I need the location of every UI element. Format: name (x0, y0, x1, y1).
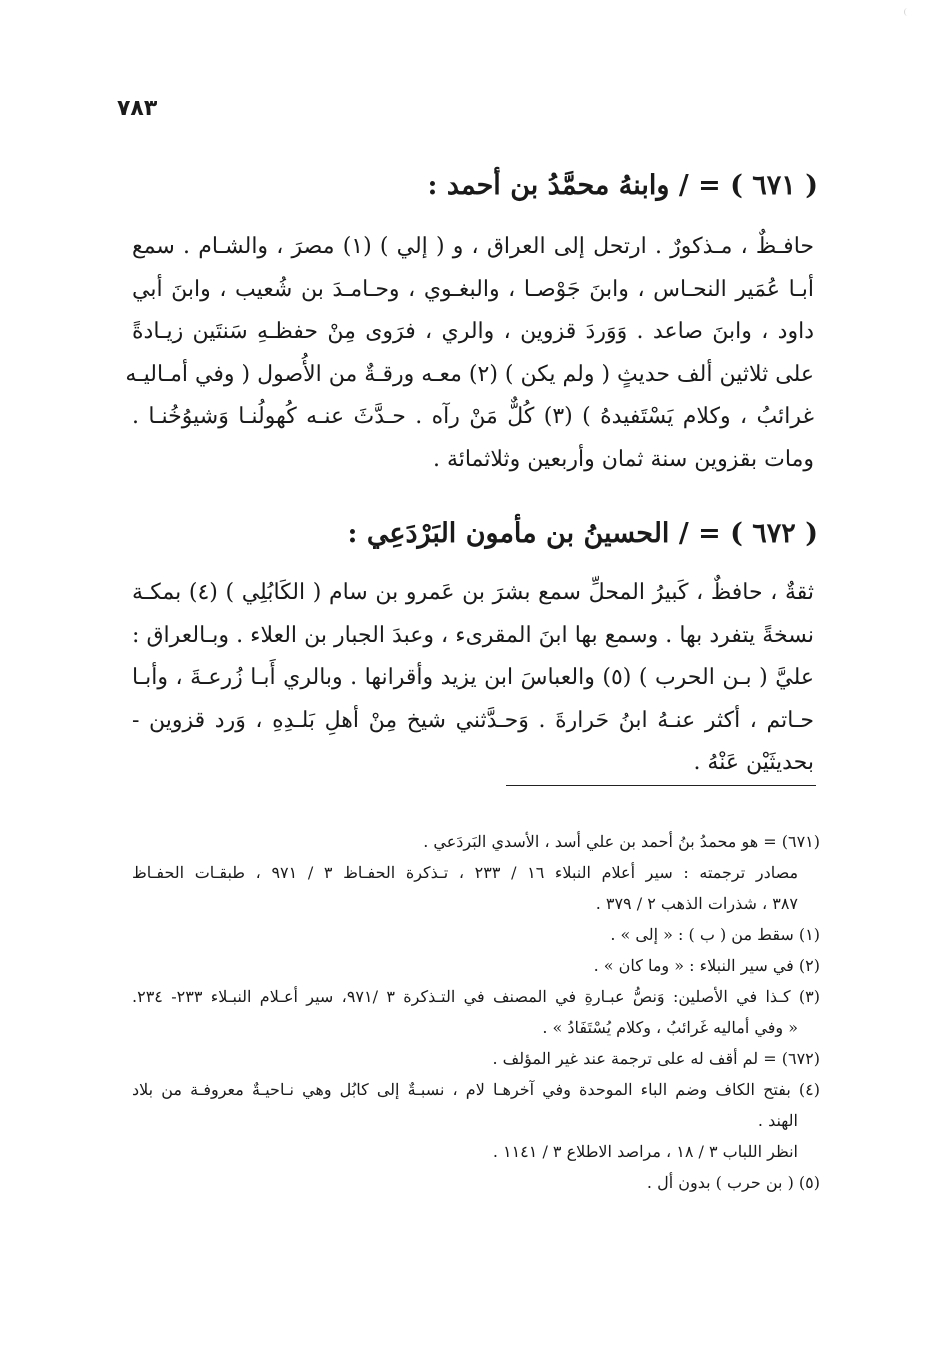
entry-672-line: ثقةٌ ، حافظٌ ، كَبيرُ المحلِّ سمع بشرَ بن عَمرو بن سام ( الكَابُلِي ) (٤) بمكـة (132, 580, 814, 605)
footnote: « وفي أماليه غَرائبُ ، وكلام يُسْتَفَادُ » . (542, 1018, 798, 1037)
footnote: (١) سقط من ( ب ) : « إلى » . (610, 925, 820, 944)
footnotes (132, 826, 820, 1198)
entry-671-line: ومات بقزوين سنة ثمان وأربعين وثلاثمائة . (432, 446, 814, 472)
entry-671-line: على ثلاثين ألف حديثٍ ( ولم يكن ) (٢) معـه ورقـةٌ من الأُصول ( وفي أمـاليـه (125, 361, 814, 387)
footnote: (٦٧١) = هو محمدُ بنُ أحمد بن علي أسد ، الأسدي البَردَعي . (423, 832, 820, 851)
footnote: الهند . (757, 1111, 798, 1130)
entry-672-line: عليَّ ( بـن الحرب ) (٥) والعباسَ ابن يزيد وأقرانها . وبالري أَبـا زُرعـةَ ، وأبـا (132, 665, 814, 690)
footnote: (٤) بفتح الكاف وضم الباء الموحدة وفي آخرهـا لام ، نسبـةٌ إلى كابُل وهي نـاحيـةٌ معروفـة من بلاد (132, 1080, 820, 1099)
entry-672-line: حـاتم ، أكثر عنـهُ ابنُ حَرارةَ . وَحـدَّثني شيخ مِنْ أهلِ بَلـدِهِ ، وَرد قزوين - (132, 707, 814, 733)
footnote: (٢) في سير النبلاء : « وما كان » . (593, 956, 820, 975)
page-number: ٧٨٣ (117, 96, 158, 121)
entry-671-line: غرائبُ ، وكلام يَسْتَفيدهُ ) (٣) كُلٌّ مَنْ رآه . حـدَّثَ عنـه كُهولُنـا وَشيوُخُنـا . (132, 404, 814, 429)
footnote: ٣٨٧ ، شذرات الذهب ٢ / ٣٧٩ . (595, 894, 798, 913)
entry-671-body (125, 226, 814, 481)
entry-671-line: أبـا عُمَير النحـاس ، وابنَ جَوْصـا ، والبغـوي ، وحـامـدَ بن شُعيب ، وابنَ أبي (132, 276, 814, 302)
entry-671-line: حافـظٌ ، مـذكورٌ . ارتحل إلى العراق ، و ( إلي ) (١) مصرَ ، والشـام . سمع (132, 234, 814, 259)
entry-672-line: بحديثَيْن عَنْهُ . (693, 750, 814, 775)
entry-672-heading: ( ٦٧٢ ) = / الحسينُ بن مأمون البَرْدَعِي : (347, 518, 818, 549)
footnote: مصادر ترجمته : سير أعلام النبلاء ١٦ / ٢٣٣ ، تـذكرة الحفـاظ ٣ / ٩٧١ ، طبقـات الحفـاظ (132, 863, 799, 882)
footnote: (٥) ( بن حرب ) بدون أل . (646, 1173, 820, 1192)
footnote: (٣) كـذا في الأصلين: وَنصُّ عبـارةِ في المصنف في التـذكرة ٣ /٩٧١، سير أعـلام النبـلاء ٢٣٣- ٢٣٤. (132, 987, 821, 1006)
entry-672-line: نسخةً يتفرد بها . وسمع بها ابنَ المقرىء ، وعبدَ الجبار بن العلاء . وبـالعراق : (132, 622, 814, 648)
footnote-divider (506, 785, 816, 786)
footnote: (٦٧٢) = لم أقف له على ترجمة عند غير المؤلف . (492, 1049, 820, 1068)
entry-672-body (132, 572, 814, 785)
margin-mark (904, 8, 911, 16)
footnote: انظر اللباب ٣ / ١٨ ، مراصد الاطلاع ٣ / ١١٤١ . (492, 1142, 798, 1161)
entry-671-line: داود ، وابنَ صاعد . وَوَردَ قزوين ، والري ، فرَوى مِنْ حفظـهِ سَنتَين زيـادةً (132, 319, 814, 344)
entry-671-heading: ( ٦٧١ ) = / وابنهُ محمَّدُ بن أحمد : (427, 170, 818, 201)
